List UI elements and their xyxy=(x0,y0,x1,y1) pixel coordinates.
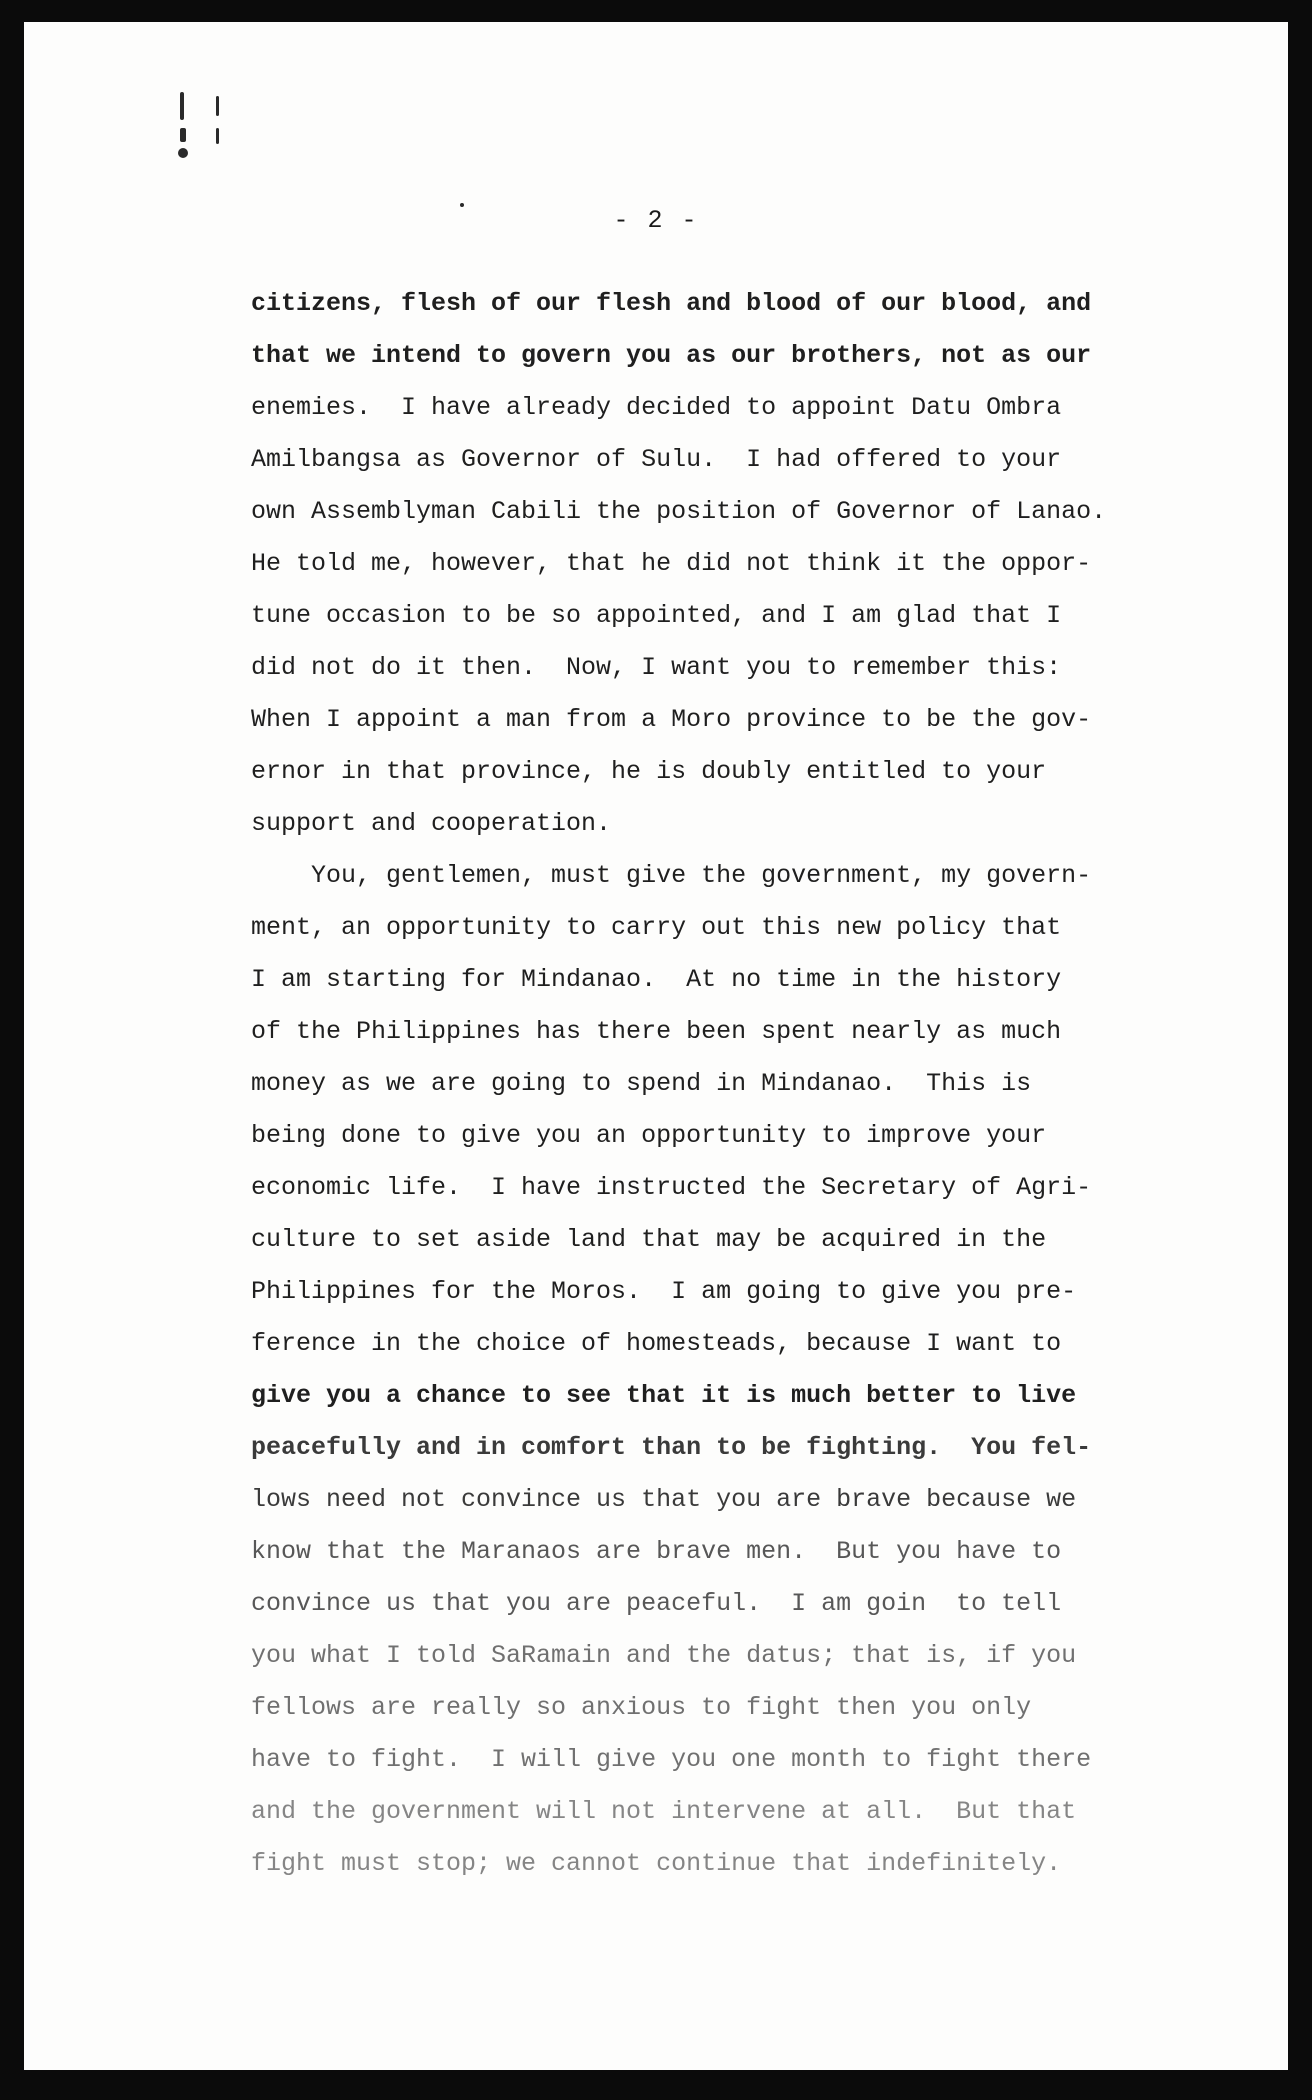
text-line: citizens, flesh of our flesh and blood of our blood, and xyxy=(251,289,1092,318)
text-line: fight must stop; we cannot continue that indefinitely. xyxy=(251,1849,1062,1878)
text-line: being done to give you an opportunity to improve your xyxy=(251,1121,1047,1150)
page-number: - 2 - xyxy=(613,206,699,235)
paragraph-1 xyxy=(251,278,1151,850)
scan-border-bottom xyxy=(0,2070,1312,2100)
scan-border-left xyxy=(0,0,24,2100)
text-line: money as we are going to spend in Mindanao. This is xyxy=(251,1069,1032,1098)
text-line: fellows are really so anxious to fight then you only xyxy=(251,1693,1032,1722)
text-line: have to fight. I will give you one month to fight there xyxy=(251,1745,1092,1774)
text-line: enemies. I have already decided to appoint Datu Ombra xyxy=(251,393,1062,422)
paragraph-2 xyxy=(251,850,1151,1890)
text-line: Philippines for the Moros. I am going to give you pre- xyxy=(251,1277,1077,1306)
text-line: Amilbangsa as Governor of Sulu. I had offered to your xyxy=(251,445,1062,474)
text-line: that we intend to govern you as our brothers, not as our xyxy=(251,341,1092,370)
text-line: did not do it then. Now, I want you to remember this: xyxy=(251,653,1062,682)
text-line: culture to set aside land that may be acquired in the xyxy=(251,1225,1047,1254)
text-line: I am starting for Mindanao. At no time in the history xyxy=(251,965,1062,994)
text-line: know that the Maranaos are brave men. But you have to xyxy=(251,1537,1062,1566)
text-line: of the Philippines has there been spent nearly as much xyxy=(251,1017,1062,1046)
text-line: convince us that you are peaceful. I am goin to tell xyxy=(251,1589,1062,1618)
text-line: you what I told SaRamain and the datus; that is, if you xyxy=(251,1641,1077,1670)
text-line: tune occasion to be so appointed, and I am glad that I xyxy=(251,601,1062,630)
document-body xyxy=(251,278,1151,1890)
text-line: economic life. I have instructed the Secretary of Agri- xyxy=(251,1173,1092,1202)
text-line: lows need not convince us that you are brave because we xyxy=(251,1485,1077,1514)
binder-mark xyxy=(178,148,188,158)
binder-mark xyxy=(180,92,184,120)
text-line: ference in the choice of homesteads, because I want to xyxy=(251,1329,1062,1358)
text-line: He told me, however, that he did not think it the oppor- xyxy=(251,549,1092,578)
text-line: support and cooperation. xyxy=(251,809,612,838)
text-line: ment, an opportunity to carry out this new policy that xyxy=(251,913,1062,942)
binder-mark xyxy=(216,128,219,144)
scan-border-right xyxy=(1288,0,1312,2100)
text-line: and the government will not intervene at all. But that xyxy=(251,1797,1077,1826)
text-line: ernor in that province, he is doubly entitled to your xyxy=(251,757,1047,786)
binder-mark xyxy=(180,128,186,142)
text-line: own Assemblyman Cabili the position of Governor of Lanao. xyxy=(251,497,1107,526)
text-line: peacefully and in comfort than to be fighting. You fel- xyxy=(251,1433,1092,1462)
scan-border-top xyxy=(0,0,1312,22)
text-line: give you a chance to see that it is much better to live xyxy=(251,1381,1077,1410)
text-line: You, gentlemen, must give the government, my govern- xyxy=(251,861,1092,890)
binder-mark xyxy=(216,96,219,116)
text-line: When I appoint a man from a Moro province to be the gov- xyxy=(251,705,1092,734)
